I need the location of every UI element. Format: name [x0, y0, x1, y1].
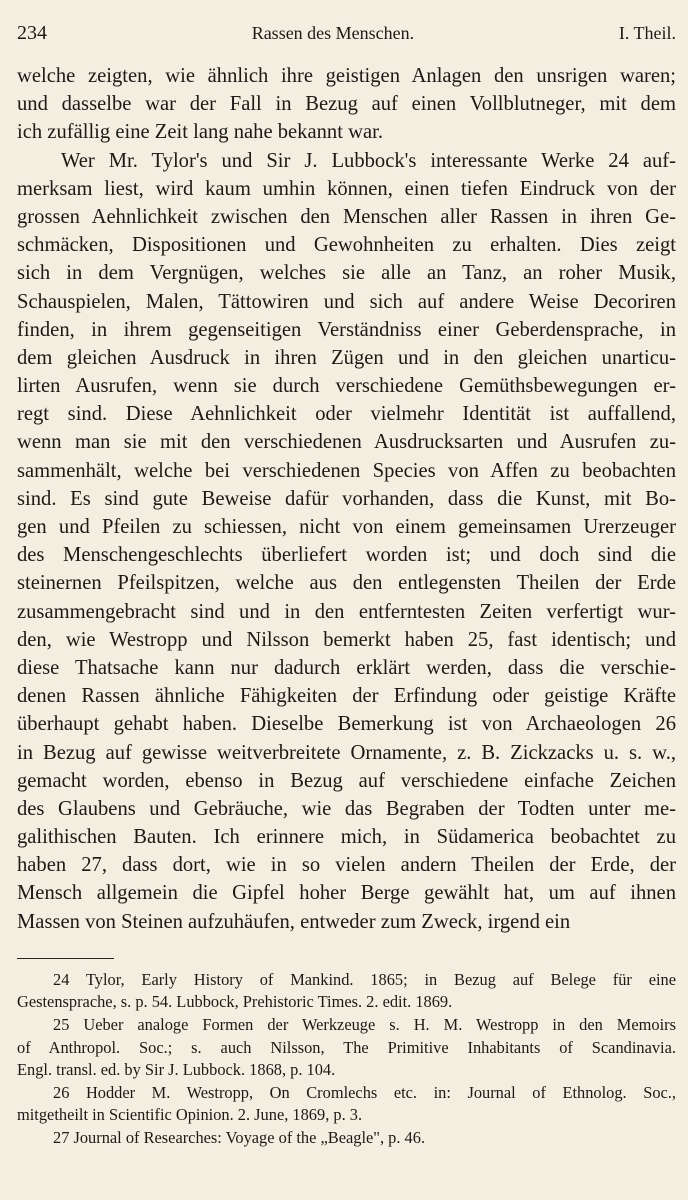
text-line: steinernen Pfeilspitzen, welche aus den entlegensten Theilen der Erde — [17, 572, 676, 595]
text-line: wenn man sie mit den verschiedenen Ausdrucksarten und Ausrufen zu- — [17, 431, 676, 454]
footnote-line: Engl. transl. ed. by Sir J. Lubbock. 1868, p. 104. — [17, 1060, 336, 1080]
text-line: zusammengebracht sind und in den entferntesten Zeiten verfertigt wur- — [17, 600, 676, 623]
main-text — [17, 62, 676, 936]
page-number: 234 — [17, 22, 47, 44]
part-label: I. Theil. — [618, 23, 676, 43]
text-line: des Glaubens und Gebräuche, wie das Begraben der Todten unter me- — [17, 797, 676, 820]
text-line: Mensch allgemein die Gipfel hoher Berge gewählt hat, um auf ihnen — [17, 882, 676, 905]
text-line: und dasselbe war der Fall in Bezug auf einen Vollblutneger, mit dem — [17, 93, 676, 116]
text-line: diese Thatsache kann nur dadurch erklärt werden, dass die verschie- — [17, 656, 676, 679]
text-line: welche zeigten, wie ähnlich ihre geistigen Anlagen den unsrigen waren; — [17, 65, 676, 87]
running-title: Rassen des Menschen. — [251, 23, 415, 43]
text-line: denen Rassen ähnliche Fähigkeiten der Erfindung oder geistige Kräfte — [17, 685, 676, 708]
text-line: in Bezug auf gewisse weitverbreitete Ornamente, z. B. Zickzacks u. s. w., — [17, 741, 676, 764]
text-line: sammenhält, welche bei verschiedenen Species von Affen zu beobachten — [17, 459, 676, 482]
text-line: Massen von Steinen aufzuhäufen, entweder zum Zweck, irgend ein — [17, 910, 571, 933]
footnote-line: 27 Journal of Researches: Voyage of the „Beagle", p. 46. — [53, 1127, 426, 1147]
text-line: dem gleichen Ausdruck in ihren Zügen und in den gleichen unarticu- — [17, 346, 676, 369]
text-line: Schauspielen, Malen, Tättowiren und sich auf andere Weise Decoriren — [17, 290, 676, 313]
text-line: haben 27, dass dort, wie in so vielen andern Theilen der Erde, der — [17, 854, 676, 877]
footnote-line: 26 Hodder M. Westropp, On Cromlechs etc. in: Journal of Ethnolog. Soc., — [53, 1082, 676, 1102]
text-line: den, wie Westropp und Nilsson bemerkt haben 25, fast identisch; und — [17, 628, 676, 651]
footnote-line: 24 Tylor, Early History of Mankind. 1865; in Bezug auf Belege für eine — [53, 969, 676, 989]
text-line: gen und Pfeilen zu schiessen, nicht von einem gemeinsamen Urerzeuger — [17, 516, 676, 538]
footnote-line: Gestensprache, s. p. 54. Lubbock, Prehistoric Times. 2. edit. 1869. — [17, 992, 453, 1012]
running-header — [17, 18, 676, 52]
text-line: sind. Es sind gute Beweise dafür vorhanden, dass die Kunst, mit Bo- — [17, 487, 676, 510]
text-line: überhaupt gehabt haben. Dieselbe Bemerkung ist von Archaeologen 26 — [17, 713, 676, 736]
text-line: schmäcken, Dispositionen und Gewohnheiten zu erhalten. Dies zeigt — [17, 234, 676, 257]
text-line: finden, in ihrem gegenseitigen Verständniss einer Geberdensprache, in — [17, 318, 676, 341]
text-line: lirten Ausrufen, wenn sie durch verschiedene Gemüthsbewegungen er- — [17, 375, 676, 398]
text-line: galithischen Bauten. Ich erinnere mich, in Südamerica beobachtet zu — [17, 826, 676, 849]
text-line: regt sind. Diese Aehnlichkeit oder vielmehr Identität ist auffallend, — [17, 403, 676, 426]
footnote-line: mitgetheilt in Scientific Opinion. 2. June, 1869, p. 3. — [17, 1105, 363, 1125]
text-line: des Menschengeschlechts überliefert worden ist; und doch sind die — [17, 544, 676, 567]
footnote-line: of Anthropol. Soc.; s. auch Nilsson, The Primitive Inhabitants of Scandinavia. — [17, 1037, 676, 1057]
text-line: gemacht worden, ebenso in Bezug auf verschiedene einfache Zeichen — [17, 769, 676, 792]
footnote-rule — [17, 958, 114, 959]
footnotes — [17, 969, 676, 1150]
text-line: merksam liest, wird kaum umhin können, einen tiefen Eindruck von der — [17, 177, 676, 200]
footnote-line: 25 Ueber analoge Formen der Werkzeuge s. H. M. Westropp in den Memoirs — [53, 1015, 676, 1034]
text-line: sich in dem Vergnügen, welches sie alle an Tanz, an roher Musik, — [17, 262, 676, 285]
text-line: grossen Aehnlichkeit zwischen den Menschen aller Rassen in ihren Ge- — [17, 205, 676, 228]
text-line: Wer Mr. Tylor's und Sir J. Lubbock's interessante Werke 24 auf- — [61, 149, 676, 172]
text-line: ich zufällig eine Zeit lang nahe bekannt war. — [17, 121, 383, 144]
